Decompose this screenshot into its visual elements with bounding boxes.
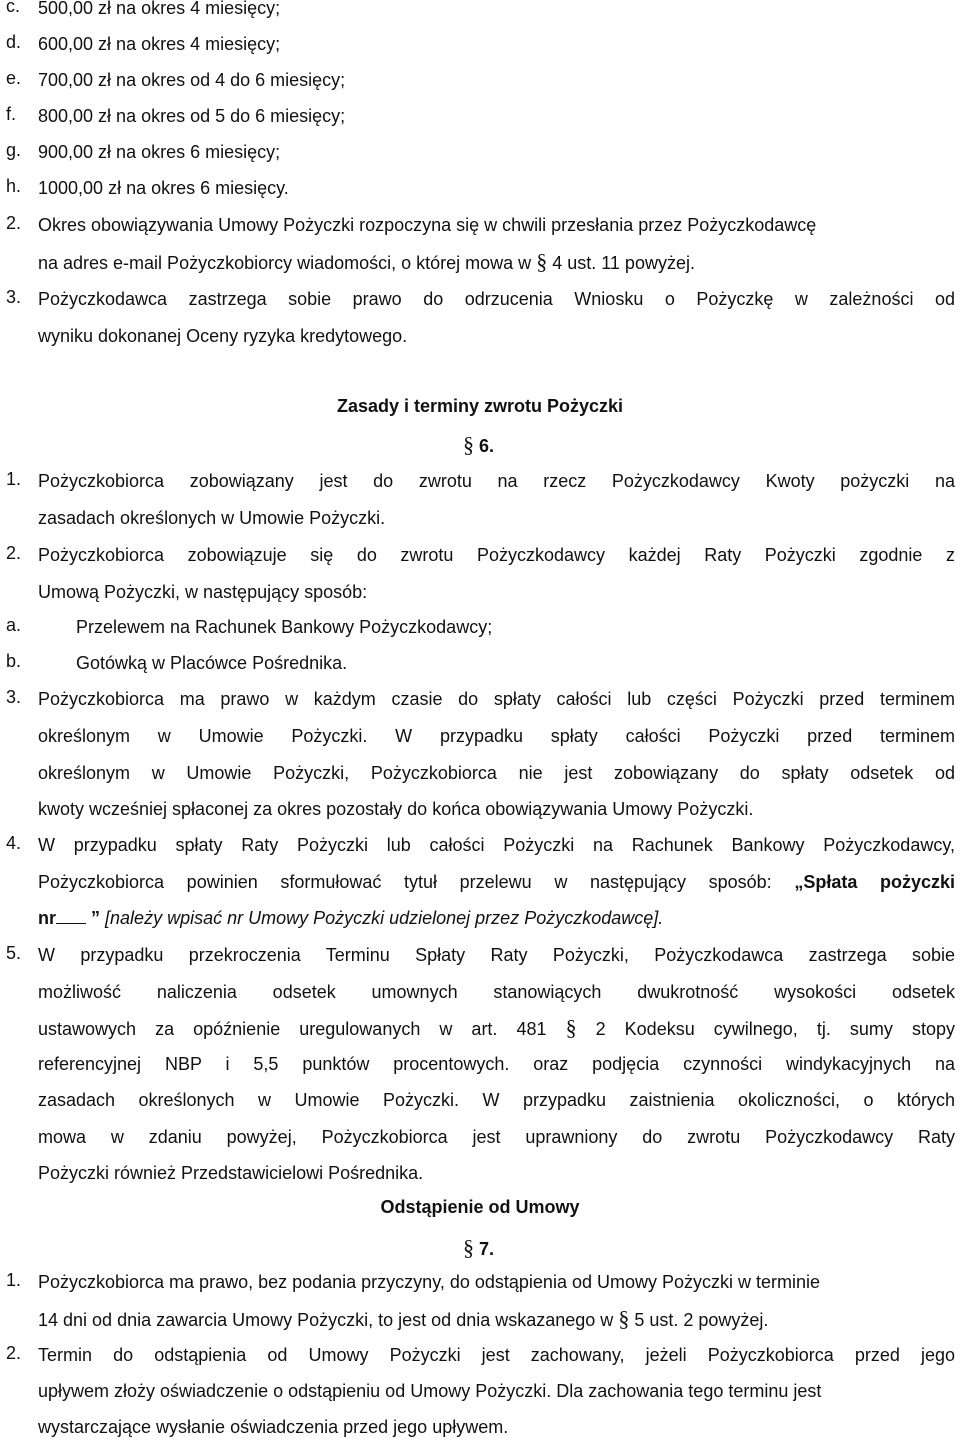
text-span: 5 ust. 2 powyżej. (634, 1310, 769, 1330)
paragraph-line: wyniku dokonanej Oceny ryzyka kredytowego. (38, 326, 408, 346)
list-marker: g. (6, 140, 22, 160)
item-line: wystarczające wysłanie oświadczenia przed jego upływem. (38, 1417, 509, 1437)
section-sign-icon: § (463, 432, 474, 457)
item-marker: 2. (6, 543, 22, 563)
paragraph-marker: 2. (6, 213, 22, 233)
list-marker: d. (6, 32, 22, 52)
section-number (463, 1235, 494, 1261)
list-item: 800,00 zł na okres od 5 do 6 miesięcy; (38, 106, 346, 126)
list-item: 1000,00 zł na okres 6 miesięcy. (38, 178, 289, 198)
list-marker: c. (6, 0, 21, 16)
section-sign-icon: § (565, 1015, 577, 1040)
item-line: Pożyczkobiorca zobowiązuje się do zwrotu Pożyczkodawcy każdej Raty Pożyczki zgodnie z (38, 545, 955, 565)
item-line: upływem złoży oświadczenie o odstąpieniu od Umowy Pożyczki. Dla zachowania tego terminu jest (38, 1381, 822, 1401)
item-line (38, 870, 955, 894)
item-marker: 3. (6, 687, 22, 707)
sub-marker: b. (6, 651, 22, 671)
item-marker: 5. (6, 943, 22, 963)
section-number-text: 6. (479, 436, 495, 456)
item-marker: 2. (6, 1343, 22, 1363)
list-item: 600,00 zł na okres 4 miesięcy; (38, 34, 281, 54)
bold-span: ” (91, 908, 101, 928)
section-sign-icon: § (536, 249, 548, 274)
item-line: Pożyczkobiorca ma prawo, bez podania przyczyny, do odstąpienia od Umowy Pożyczki w terminie (38, 1272, 821, 1292)
sub-item: Przelewem na Rachunek Bankowy Pożyczkodawcy; (76, 617, 493, 637)
text-span: 4 ust. 11 powyżej. (552, 253, 695, 273)
item-line: kwoty wcześniej spłaconej za okres pozostały do końca obowiązywania Umowy Pożyczki. (38, 799, 754, 819)
section-title: Zasady i terminy zwrotu Pożyczki (336, 396, 624, 416)
item-line: mowa w zdaniu powyżej, Pożyczkobiorca jest uprawniony do zwrotu Pożyczkodawcy Raty (38, 1127, 955, 1147)
list-marker: e. (6, 68, 22, 88)
paragraph-marker: 3. (6, 287, 22, 307)
item-line: Termin do odstąpienia od Umowy Pożyczki jest zachowany, jeżeli Pożyczkobiorca przed jego (38, 1345, 955, 1365)
item-line: W przypadku przekroczenia Terminu Spłaty Raty Pożyczki, Pożyczkodawca zastrzega sobie (38, 945, 955, 965)
item-line: Pożyczkobiorca ma prawo w każdym czasie do spłaty całości lub części Pożyczki przed terminem (38, 689, 955, 709)
item-line: Umową Pożyczki, w następujący sposób: (38, 582, 368, 602)
item-line: możliwość naliczenia odsetek umownych stanowiących dwukrotność wysokości odsetek (38, 982, 955, 1002)
section-title: Odstąpienie od Umowy (380, 1197, 580, 1217)
list-item: 900,00 zł na okres 6 miesięcy; (38, 142, 281, 162)
text-span: ustawowych za opóźnienie uregulowanych w art. 481 (38, 1019, 547, 1039)
section-number-text: 7. (479, 1239, 495, 1259)
list-item: 700,00 zł na okres od 4 do 6 miesięcy; (38, 70, 346, 90)
paragraph-line: Pożyczkodawca zastrzega sobie prawo do odrzucenia Wniosku o Pożyczkę w zależności od (38, 289, 955, 309)
text-span: 14 dni od dnia zawarcia Umowy Pożyczki, to jest od dnia wskazanego w (38, 1310, 614, 1330)
item-line (38, 906, 955, 930)
list-marker: f. (6, 104, 17, 124)
item-line: zasadach określonych w Umowie Pożyczki. W przypadku zaistnienia okoliczności, o których (38, 1090, 955, 1110)
section-sign-icon: § (618, 1306, 630, 1331)
sub-item: Gotówką w Placówce Pośrednika. (76, 653, 348, 673)
paragraph-line (38, 250, 955, 274)
item-line: Pożyczkobiorca zobowiązany jest do zwrotu na rzecz Pożyczkodawcy Kwoty pożyczki na (38, 471, 955, 491)
list-item: 500,00 zł na okres 4 miesięcy; (38, 0, 281, 18)
item-line (38, 1016, 955, 1040)
bold-span: nr (38, 908, 56, 928)
paragraph-line: Okres obowiązywania Umowy Pożyczki rozpoczyna się w chwili przesłania przez Pożyczkodawcę (38, 215, 817, 235)
list-marker: h. (6, 176, 22, 196)
item-line: określonym w Umowie Pożyczki. W przypadku spłaty całości Pożyczki przed terminem (38, 726, 955, 746)
item-marker: 4. (6, 833, 22, 853)
item-line: zasadach określonych w Umowie Pożyczki. (38, 508, 386, 528)
item-line: referencyjnej NBP i 5,5 punktów procentowych. oraz podjęcia czynności windykacyjnych na (38, 1054, 955, 1074)
item-marker: 1. (6, 1270, 22, 1290)
item-line: W przypadku spłaty Raty Pożyczki lub całości Pożyczki na Rachunek Bankowy Pożyczkodawcy, (38, 835, 955, 855)
section-number (463, 432, 494, 458)
item-line: określonym w Umowie Pożyczki, Pożyczkobiorca nie jest zobowiązany do spłaty odsetek od (38, 763, 955, 783)
text-span: Pożyczkobiorca powinien sformułować tytuł przelewu w następujący sposób: (38, 872, 772, 892)
text-span: na adres e-mail Pożyczkobiorcy wiadomości, o której mowa w (38, 253, 532, 273)
sub-marker: a. (6, 615, 22, 635)
item-line (38, 1307, 955, 1331)
text-span: 2 Kodeksu cywilnego, tj. sumy stopy (595, 1019, 955, 1039)
bold-span: „Spłata pożyczki (794, 872, 955, 892)
italic-span: [należy wpisać nr Umowy Pożyczki udzielonej przez Pożyczkodawcę]. (105, 908, 664, 928)
section-sign-icon: § (463, 1235, 474, 1260)
blank-underline (56, 909, 86, 924)
item-marker: 1. (6, 469, 22, 489)
item-line: Pożyczki również Przedstawicielowi Pośrednika. (38, 1163, 424, 1183)
